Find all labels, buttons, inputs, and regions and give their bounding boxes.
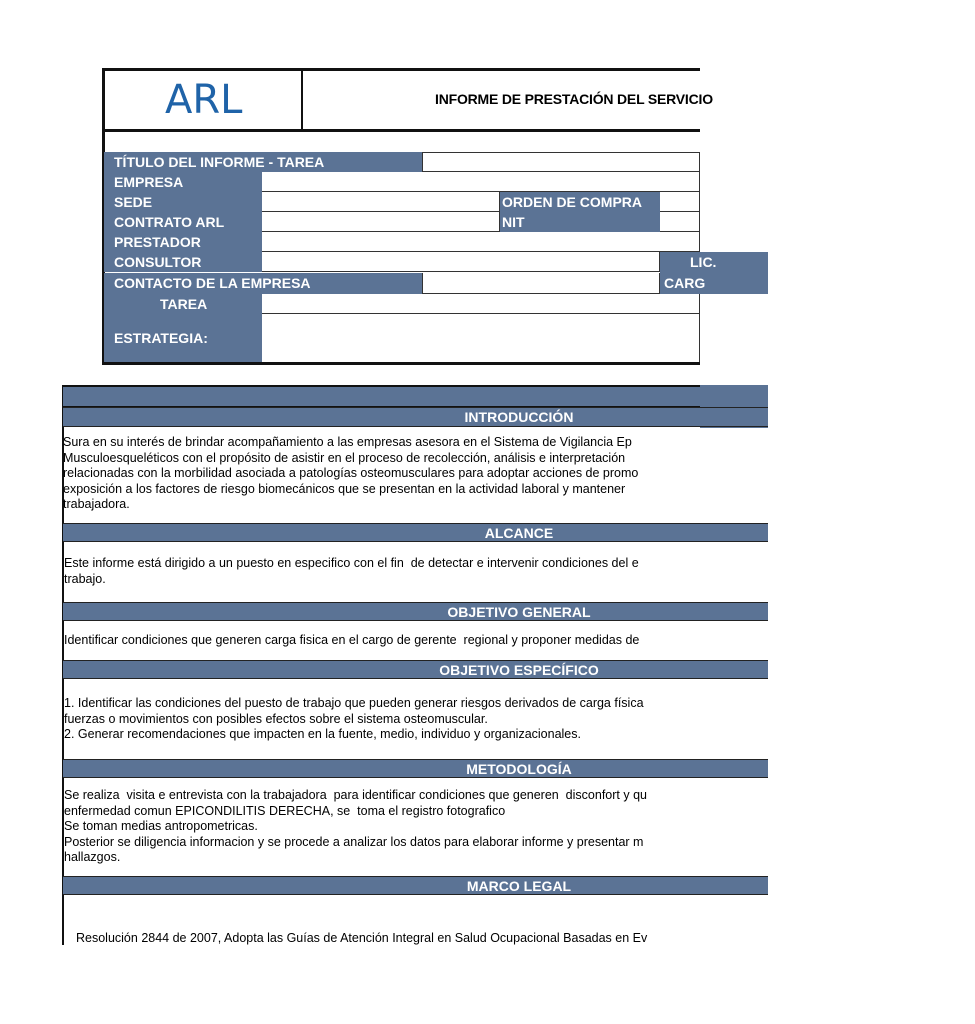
objetivo-general-heading: OBJETIVO GENERAL	[63, 602, 768, 621]
prestador-field[interactable]	[262, 232, 700, 252]
empresa-label: EMPRESA	[104, 172, 262, 192]
nit-field[interactable]	[660, 212, 700, 232]
arl-logo: ARL	[165, 77, 243, 123]
marco-legal-heading: MARCO LEGAL	[63, 876, 768, 895]
consultor-label: CONSULTOR	[104, 252, 262, 272]
sede-label: SEDE	[104, 192, 262, 212]
alcance-heading: ALCANCE	[63, 523, 768, 542]
nit-label: NIT	[500, 212, 660, 232]
objetivo-especifico-text: 1. Identificar las condiciones del puesto de trabajo que pueden generar riesgos derivados de carga física fuerzas o movimientos con posibles efectos sobre el sistema osteomuscular. 2. Generar recomendaciones que impacten en la fuente, medio, individuo y organizacionales.	[64, 696, 644, 741]
alcance-text: Este informe está dirigido a un puesto en especifico con el fin de detectar e intervenir condiciones del e trabajo.	[64, 556, 639, 586]
orden-compra-label: ORDEN DE COMPRA	[500, 192, 660, 212]
orden-compra-field[interactable]	[660, 192, 700, 212]
cargo-label: CARG	[664, 275, 706, 291]
metodologia-heading: METODOLOGÍA	[63, 759, 768, 778]
contacto-field[interactable]	[422, 273, 660, 294]
introduccion-heading: INTRODUCCIÓN	[63, 407, 768, 427]
empresa-field[interactable]	[262, 172, 700, 192]
sede-field[interactable]	[262, 192, 500, 212]
logo-cell	[105, 71, 303, 129]
metodologia-text: Se realiza visita e entrevista con la trabajadora para identificar condiciones que generen disconfort y qu enfermedad comun EPICONDILITIS DERECHA, se toma el registro fotografico Se toman medias antropometricas. Posterior se diligencia informacion y se procede a analizar los datos para elaborar informe y presentar m hallazgos.	[64, 788, 647, 864]
consultor-field[interactable]	[262, 252, 660, 272]
lic-label: LIC.	[660, 252, 768, 294]
estrategia-field[interactable]	[262, 314, 700, 362]
contacto-label: CONTACTO DE LA EMPRESA	[104, 273, 422, 294]
contrato-field[interactable]	[262, 212, 500, 232]
tarea-label: TAREA	[104, 294, 262, 314]
prestador-label: PRESTADOR	[104, 232, 262, 252]
objetivo-general-text: Identificar condiciones que generen carga fisica en el cargo de gerente regional y proponer medidas de	[64, 633, 640, 647]
tarea-field[interactable]	[262, 294, 700, 314]
titulo-field[interactable]	[422, 152, 700, 172]
titulo-label: TÍTULO DEL INFORME - TAREA	[104, 152, 422, 172]
report-title: INFORME DE PRESTACIÓN DEL SERVICIO	[435, 91, 713, 107]
objetivo-especifico-heading: OBJETIVO ESPECÍFICO	[63, 660, 768, 679]
estrategia-label: ESTRATEGIA:	[104, 314, 262, 362]
content-top-band	[63, 385, 700, 408]
contrato-label: CONTRATO ARL	[104, 212, 262, 232]
report-header	[102, 68, 713, 132]
marco-legal-text: Resolución 2844 de 2007, Adopta las Guías de Atención Integral en Salud Ocupacional Basadas en Ev	[76, 931, 648, 945]
introduccion-text: Sura en su interés de brindar acompañamiento a las empresas asesora en el Sistema de Vigilancia Ep Musculoesqueléticos con el propósito de asistir en el proceso de recolección, análisis e interpretación relacionadas con la morbilidad asociada a patologías osteomusculares para adoptar acciones de promo exposición a los factores de riesgo biomecánicos que se presentan en la actividad laboral y mantener trabajadora.	[63, 435, 639, 511]
